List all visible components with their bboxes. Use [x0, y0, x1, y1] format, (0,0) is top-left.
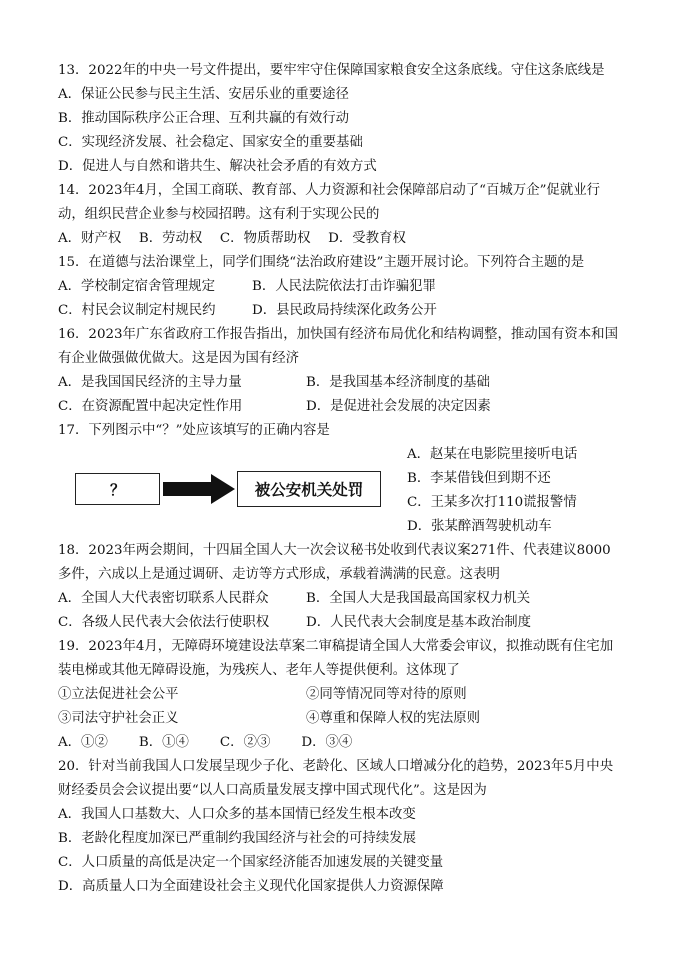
q16-option-d: D．是促进社会发展的决定因素: [306, 399, 491, 414]
q19-statement-1: ①立法促进社会公平: [58, 687, 179, 702]
diagram-question-box: ？: [75, 473, 160, 505]
q19-statement-3: ③司法守护社会正义: [58, 711, 179, 726]
q15-option-a: A．学校制定宿舍管理规定: [58, 279, 215, 294]
q14-options: A．财产权 B．劳动权 C．物质帮助权 D．受教育权: [58, 231, 406, 246]
q19-stem-line1: 19．2023年4月，无障碍环境建设法草案二审稿提请全国人大常委会审议，拟推动既有住宅加: [58, 639, 614, 654]
q16-option-b: B．是我国基本经济制度的基础: [306, 375, 490, 390]
q16-option-a: A．是我国国民经济的主导力量: [58, 375, 242, 390]
q18-option-d: D．人民代表大会制度是基本政治制度: [306, 615, 531, 630]
q17-option-c: C．王某多次打110谎报警情: [407, 495, 577, 510]
q14-stem-line1: 14．2023年4月，全国工商联、教育部、人力资源和社会保障部启动了“百城万企”促就业行: [58, 183, 600, 198]
q20-option-a: A．我国人口基数大、人口众多的基本国情已经发生根本改变: [58, 807, 416, 822]
q19-statement-2: ②同等情况同等对待的原则: [306, 687, 467, 702]
q17-option-b: B．李某借钱但到期不还: [407, 471, 551, 486]
q20-option-c: C．人口质量的高低是决定一个国家经济能否加速发展的关键变量: [58, 855, 444, 870]
q20-stem-line1: 20．针对当前我国人口发展呈现少子化、老龄化、区域人口增减分化的趋势，2023年5月中央: [58, 759, 614, 774]
q13-option-d: D．促进人与自然和谐共生、解决社会矛盾的有效方式: [58, 159, 377, 174]
q13-option-b: B．推动国际秩序公正合理、互利共赢的有效行动: [58, 111, 350, 126]
q18-stem-line2: 多件，六成以上是通过调研、走访等方式形成，承载着满满的民意。这表明: [58, 567, 500, 582]
q16-stem-line2: 有企业做强做优做大。这是因为国有经济: [58, 351, 300, 366]
q18-stem-line1: 18．2023年两会期间，十四届全国人大一次会议秘书处收到代表议案271件、代表建议8000: [58, 543, 611, 558]
q18-option-a: A．全国人大代表密切联系人民群众: [58, 591, 269, 606]
q15-option-d: D．县民政局持续深化政务公开: [252, 303, 437, 318]
q20-option-d: D．高质量人口为全面建设社会主义现代化国家提供人力资源保障: [58, 879, 444, 894]
q13-stem: 13．2022年的中央一号文件提出，要牢牢守住保障国家粮食安全这条底线。守住这条底线是: [58, 63, 605, 78]
q20-stem-line2: 财经委员会会议提出要“以人口高质量发展支撑中国式现代化”。这是因为: [58, 783, 487, 798]
q18-option-c: C．各级人民代表大会依法行使职权: [58, 615, 270, 630]
q15-stem: 15．在道德与法治课堂上，同学们围绕“法治政府建设”主题开展讨论。下列符合主题的是: [58, 255, 585, 270]
q19-options: A．①② B．①④ C．②③ D．③④: [58, 735, 353, 750]
q16-stem-line1: 16．2023年广东省政府工作报告指出，加快国有经济布局优化和结构调整，推动国有资本和国: [58, 327, 618, 342]
q16-option-c: C．在资源配置中起决定性作用: [58, 399, 243, 414]
q15-option-c: C．村民会议制定村规民约: [58, 303, 216, 318]
q18-option-b: B．全国人大是我国最高国家权力机关: [306, 591, 531, 606]
q13-option-a: A．保证公民参与民主生活、安居乐业的重要途径: [58, 87, 349, 102]
q19-statement-4: ④尊重和保障人权的宪法原则: [306, 711, 481, 726]
q14-stem-line2: 动，组织民营企业参与校园招聘。这有利于实现公民的: [58, 207, 380, 222]
q15-option-b: B．人民法院依法打击诈骗犯罪: [252, 279, 436, 294]
q17-stem: 17．下列图示中“？”处应该填写的正确内容是: [58, 423, 330, 438]
q13-option-c: C．实现经济发展、社会稳定、国家安全的重要基础: [58, 135, 363, 150]
diagram-result-box: 被公安机关处罚: [237, 471, 381, 507]
q20-option-b: B．老龄化程度加深已严重制约我国经济与社会的可持续发展: [58, 831, 416, 846]
q17-option-a: A．赵某在电影院里接听电话: [407, 447, 578, 462]
diagram-arrow-icon: [163, 474, 235, 504]
q19-stem-line2: 装电梯或其他无障碍设施，为残疾人、老年人等提供便利。这体现了: [58, 663, 460, 678]
q17-option-d: D．张某醉酒驾驶机动车: [407, 519, 552, 534]
